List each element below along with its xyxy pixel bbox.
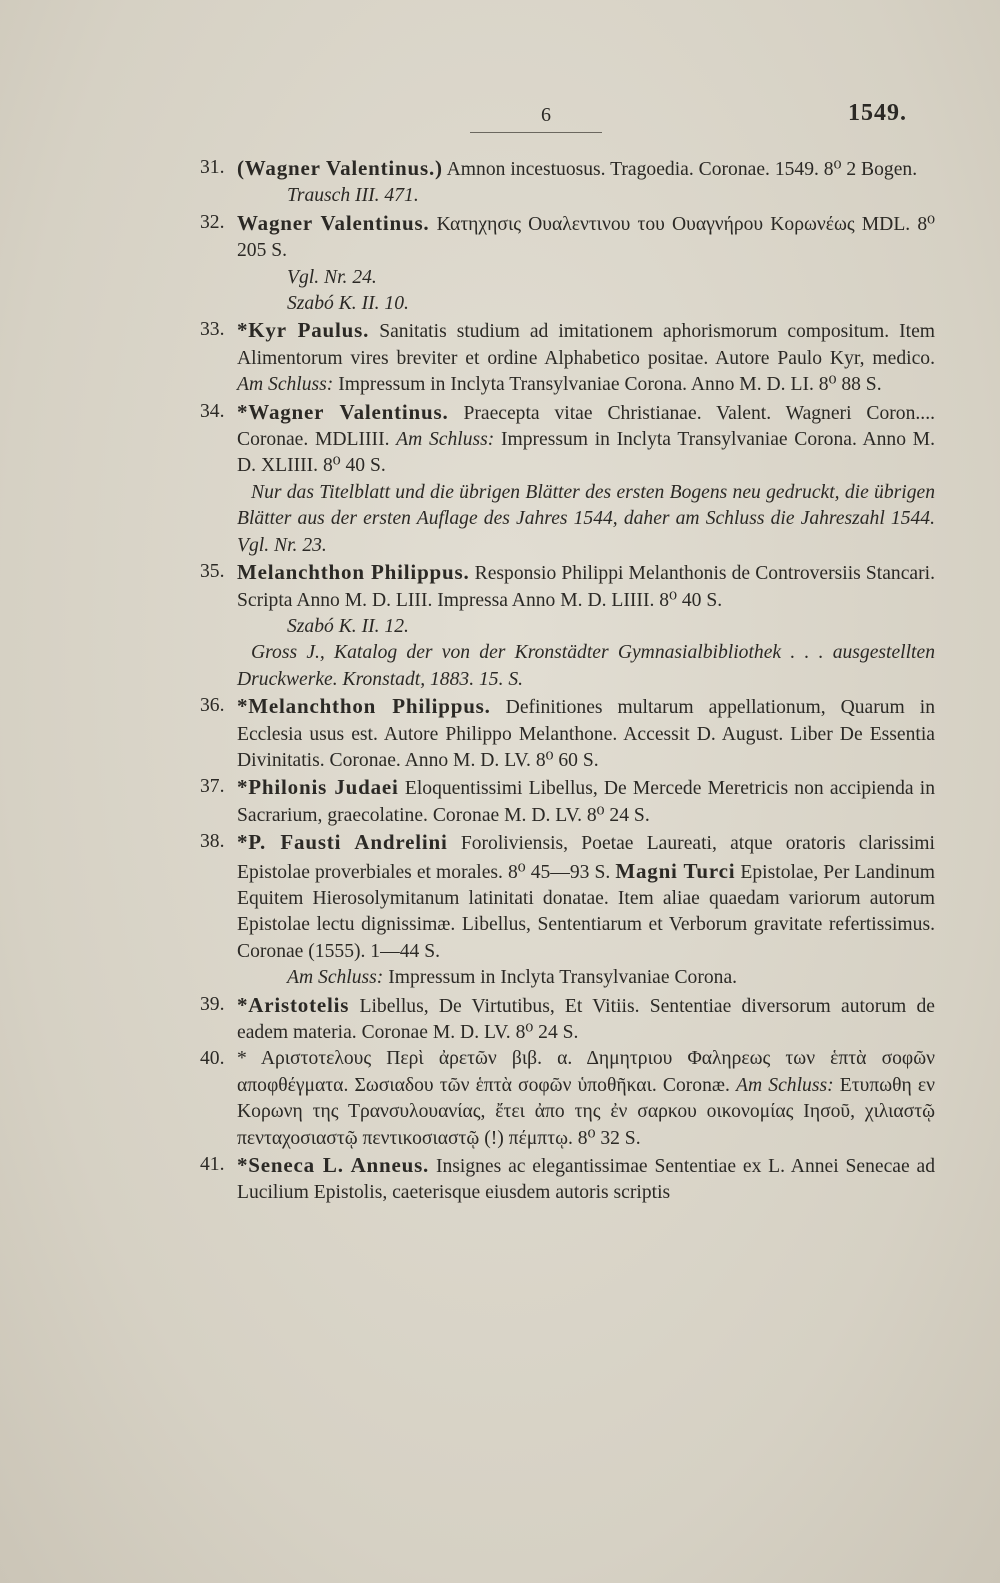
entry-text: Praecepta vitae Christianae. Valent. Wagneri Coron.... Coronae. MDLIIII. (237, 402, 935, 451)
catalog-entry-31 (200, 155, 935, 210)
catalog-entry-40 (200, 1046, 935, 1152)
entry-text: Responsio Philippi Melanthonis de Controversiis Stancari. Scripta Anno M. D. LIII. Impressa Anno M. D. LIIII. 8⁰ 40 S. (237, 563, 935, 611)
entry-number: 36. (200, 695, 225, 717)
catalog-entry-36 (200, 693, 935, 774)
entry-text: Insignes ac elegantissimae Sententiae ex L. Annei Senecae ad Lucilium Epistolis, caeterisque eiusdem autoris scriptis (237, 1156, 935, 1204)
entry-reference: Gross J., Katalog der von der Kronstädter Gymnasialbibliothek . . . ausgestellten Druckwerke. Kronstadt, 1883. 15. S. (237, 642, 935, 690)
catalog-entry-41 (200, 1152, 935, 1207)
entry-number: 35. (200, 561, 225, 583)
page-number: 6 (541, 104, 551, 126)
entry-number: 37. (200, 776, 225, 798)
entry-author: *Wagner Valentinus. (237, 399, 449, 424)
colophon-text: Impressum in Inclyta Transylvaniae Corona. Anno M. D. LI. 8⁰ 88 S. (338, 374, 882, 396)
entry-text: Amnon incestuosus. Tragoedia. Coronae. 1549. 8⁰ 2 Bogen. (446, 159, 918, 180)
entry-text: Eloquentissimi Libellus, De Mercede Meretricis non accipienda in Sacrarium, graecolatine. Coronae M. D. LV. 8⁰ 24 S. (237, 778, 935, 826)
colophon-label: Am Schluss: (396, 429, 495, 451)
entry-author: (Wagner Valentinus.) (237, 156, 443, 180)
catalog-entry-37 (200, 774, 935, 829)
entry-reference: Szabó K. II. 12. (287, 615, 409, 637)
entry-reference: Vgl. Nr. 24. (287, 266, 377, 288)
header-rule (470, 132, 602, 133)
colophon-line (237, 965, 935, 991)
colophon-text: Impressum in Inclyta Transylvaniae Corona. (388, 967, 738, 989)
catalog-body (200, 155, 935, 1207)
entry-text: Foroliviensis, Poetae Laureati, atque oratoris clarissimi Epistolae proverbiales et morales. 8⁰ 45—93 S. (237, 833, 935, 883)
colophon-label: Am Schluss: (287, 967, 384, 989)
entry-number: 38. (200, 831, 225, 853)
colophon-text: Impressum in Inclyta Transylvaniae Corona. Anno M. D. XLIIII. 8⁰ 40 S. (237, 429, 935, 477)
entry-text: * Αριστοτελους Περὶ ἀρετῶν βιβ. α. Δημητριου Φαληρεως των ἑπτὰ σοφῶν αποφθέγματα. Σωσιαδου τῶν ἑπτὰ σοφῶν ὑποθῆκαι. Coronæ. (237, 1048, 935, 1096)
page-year: 1549. (848, 100, 907, 126)
entry-author: *Kyr Paulus. (237, 318, 370, 343)
catalog-entry-39 (200, 992, 935, 1047)
entry-text: Definitiones multarum appellationum, Quarum in Ecclesia usus est. Autore Philippo Melanthone. Accessit D. August. Liber De Essentia Divinitatis. Coronae. Anno M. D. LV. 8⁰ 60 S. (237, 697, 935, 771)
catalog-entry-35 (200, 559, 935, 693)
entry-author: *Philonis Judaei (237, 775, 399, 800)
catalog-entry-33 (200, 317, 935, 398)
entry-author: *Aristotelis (237, 992, 350, 1017)
entry-text: Libellus, De Virtutibus, Et Vitiis. Sententiae diversorum autorum de eadem materia. Coronae M. D. LV. 8⁰ 24 S. (237, 995, 936, 1043)
entry-author: *Melanchthon Philippus. (237, 694, 491, 719)
entry-author: *Seneca L. Anneus. (237, 1153, 430, 1178)
entry-number: 34. (200, 400, 225, 422)
entry-number: 41. (200, 1154, 225, 1176)
entry-note: Nur das Titelblatt und die übrigen Blätter des ersten Bogens neu gedruckt, die übrigen Blätter aus der ersten Auflage des Jahres 1544, daher am Schluss die Jahreszahl 1544. Vgl. Nr. 23. (237, 481, 935, 556)
entry-text: Epistolae, Per Landinum Equitem Hierosolymitanum latinitati donatae. Item aliae quaedam variorum autorum Epistolae lectu dignissimæ. Libellus, Sententiarum et Verborum gravitate refertissimus. Coronae (1555). 1—44 S. (237, 861, 935, 962)
colophon-label: Am Schluss: (736, 1074, 834, 1096)
entry-author: *P. Fausti Andrelini (237, 830, 448, 855)
entry-number: 32. (200, 211, 225, 233)
entry-number: 31. (200, 157, 225, 178)
entry-reference: Szabó K. II. 10. (287, 293, 409, 315)
catalog-entry-34 (200, 399, 935, 559)
catalog-entry-38 (200, 829, 935, 991)
entry-reference: Trausch III. 471. (287, 185, 419, 207)
entry-author: Magni Turci (615, 858, 736, 883)
colophon-text: Ετυπωθη εν Κορωνη της Τρανσυλουανίας, ἔτει ἀπο της ἐν σαρκου οικονομίας Ιησοῦ, χιλιαστῷ πενταχοσιαστῷ πεντικοσιαστῷ (!) πέμπτῳ. 8⁰ 32 S. (237, 1074, 936, 1149)
entry-number: 33. (200, 319, 225, 341)
colophon-label: Am Schluss: (237, 374, 334, 396)
entry-text: Sanitatis studium ad imitationem aphorismorum compositum. Item Alimentorum vires breviter et ordine Alphabetico positae. Autore Paulo Kyr, medico. (237, 321, 936, 369)
catalog-entry-32 (200, 210, 935, 318)
entry-author: Wagner Valentinus. (237, 210, 430, 235)
entry-text: Κατηχησις Ουαλεντινου του Ουαγνήρου Κορωνέως MDL. 8⁰ 205 S. (237, 213, 935, 262)
entry-number: 40. (200, 1048, 225, 1070)
entry-number: 39. (200, 993, 225, 1015)
entry-author: Melanchthon Philippus. (237, 560, 470, 585)
